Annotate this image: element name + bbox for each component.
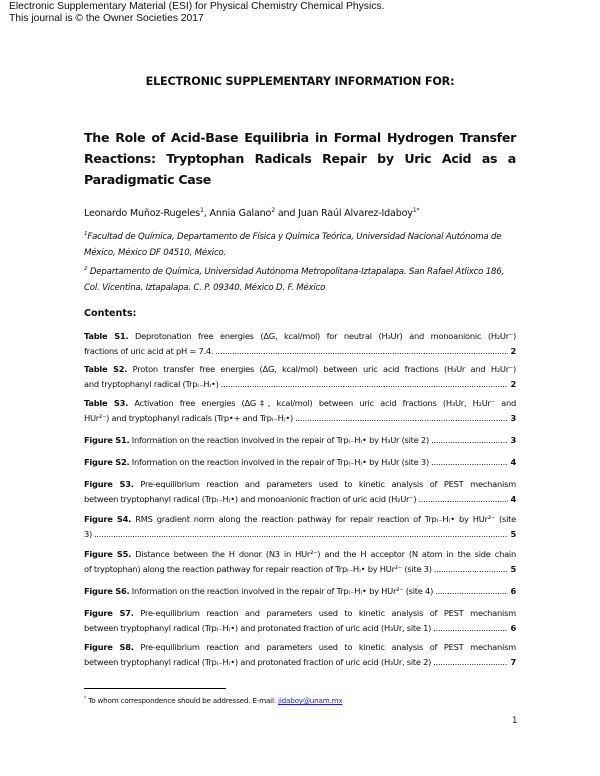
toc-entry-text: between tryptophanyl radical (Trp₍₋H₎•) and protonated fraction of uric acid (H₃Ur, site 2) (84, 657, 432, 667)
toc-entry-label: Table S1. (84, 331, 129, 341)
toc-leader-dots (94, 527, 508, 542)
footnote (84, 696, 342, 705)
email-link[interactable]: jidaboy@unam.mx (278, 696, 343, 705)
toc-entry-label: Figure S2. (84, 457, 130, 467)
affiliation-mark: 1* (412, 206, 420, 214)
toc-leader-dots (433, 655, 508, 670)
paper-title: The Role of Acid-Base Equilibria in Formal Hydrogen Transfer Reactions: Tryptophan Radicals Repair by Uric Acid as a Paradigmatic Case (84, 130, 516, 187)
toc-leader-dots (431, 433, 509, 448)
toc-entry-text: Proton transfer free energies (ΔG, kcal/mol) between uric acid fractions (H₃Ur and H₂Ur⁻) (127, 364, 516, 374)
affiliation-2 (84, 265, 516, 296)
toc-entry[interactable] (84, 329, 516, 359)
toc-page-number: 6 (510, 586, 516, 596)
toc-entry-text (84, 584, 433, 599)
page-number: 1 (512, 716, 518, 726)
toc-entry-text: Pre-equilibrium reaction and parameters used to kinetic analysis of PEST mechanism (133, 608, 516, 618)
affiliation-mark: 2 (84, 266, 88, 273)
footnote-divider (84, 688, 226, 689)
toc-entry-label: Figure S3. (84, 479, 134, 489)
toc-entry-text (84, 433, 429, 448)
journal-header (9, 1, 384, 25)
toc-leader-dots (295, 411, 508, 426)
toc-entry[interactable] (84, 606, 516, 636)
toc-entry[interactable] (84, 640, 516, 670)
toc-page-number: 3 (510, 435, 516, 445)
toc-entry-label: Table S3. (84, 398, 129, 408)
toc-page-number: 5 (510, 564, 516, 574)
toc-entry-line (84, 512, 516, 527)
toc-entry-line (84, 640, 516, 655)
toc-page-number: 3 (510, 413, 516, 423)
toc-entry-desc: Information on the reaction involved in the repair of Trp₍₋H₎• by HUr²⁻ (site 4) (129, 586, 434, 596)
toc-entry[interactable] (84, 512, 516, 542)
toc-entry[interactable] (84, 455, 516, 470)
toc-entry[interactable] (84, 547, 516, 577)
affiliation-mark: 1 (199, 206, 204, 214)
toc-page-number: 6 (510, 623, 516, 633)
author-name: and Juan Raúl Alvarez-Idaboy (274, 208, 413, 219)
toc-entry-desc: Information on the reaction involved in the repair of Trp₍₋H₎• by H₃Ur (site 2) (129, 435, 429, 445)
affiliation-1 (84, 230, 516, 261)
toc-entry-text: of tryptophan) along the reaction pathway for repair reaction of Trp₍₋H₎• by HUr²⁻ (site 3) (84, 564, 432, 574)
footnote-mark: * (84, 696, 87, 702)
toc-entry-desc: Information on the reaction involved in the repair of Trp₍₋H₎• by H₃Ur (site 3) (129, 457, 429, 467)
toc-entry-line (84, 396, 516, 411)
toc-leader-dots (221, 377, 509, 392)
toc-leader-dots (431, 455, 509, 470)
toc-entry-text (84, 455, 429, 470)
journal-header-line2: This journal is © the Owner Societies 2017 (9, 13, 204, 24)
affiliation-mark: 1 (84, 231, 88, 238)
toc-entry-text: Distance between the H donor (N3 in HUr²⁻) and the H acceptor (N atom in the side chain (131, 549, 516, 559)
toc-entry-text: HUr²⁻) and tryptophanyl radicals (Trp•+ and Trp₍₋H₎•) (84, 413, 294, 423)
affiliation-text: Departamento de Química, Universidad Autónoma Metropolitana-Iztapalapa. San Rafael Atlixco 186, Col. Vicentina. Iztapalapa. C. P. 09340. México D. F. México (84, 267, 505, 293)
author-name: Leonardo Muñoz-Rugeles (84, 208, 200, 219)
toc-page-number: 7 (510, 657, 516, 667)
toc-page-number: 4 (510, 457, 516, 467)
affiliation-mark: 2 (271, 206, 275, 214)
toc-leader-dots (215, 344, 508, 359)
toc-entry-text: between tryptophanyl radical (Trp₍₋H₎•) and monoanionic fraction of uric acid (H₂Ur⁻) (84, 494, 417, 504)
toc-entry-label: Figure S5. (84, 549, 132, 559)
toc-leader-dots (434, 562, 509, 577)
toc-entry-text: Pre-equilibrium reaction and parameters used to kinetic analysis of PEST mechanism (133, 642, 516, 652)
toc-leader-dots (418, 492, 508, 507)
toc-entry[interactable] (84, 362, 516, 392)
toc-entry[interactable] (84, 477, 516, 507)
toc-leader-dots (433, 621, 508, 636)
toc-entry[interactable] (84, 584, 516, 599)
toc-entry-line (84, 477, 516, 492)
toc-entry-line (84, 362, 516, 377)
affiliation-text: Facultad de Química, Departamento de Física y Química Teórica, Universidad Nacional Autónoma de México, México DF 04510, México. (84, 232, 502, 258)
toc-entry-text: between tryptophanyl radical (Trp₍₋H₎•) and protonated fraction of uric acid (H₃Ur, site 1) (84, 623, 432, 633)
toc-entry-label: Table S2. (84, 364, 128, 374)
toc-entry-text: Deprotonation free energies (ΔG, kcal/mol) for neutral (H₃Ur) and monoanionic (H₂Ur⁻) (128, 331, 517, 341)
toc-entry-label: Figure S7. (84, 608, 134, 618)
toc-entry[interactable] (84, 396, 516, 426)
esi-heading: ELECTRONIC SUPPLEMENTARY INFORMATION FOR: (145, 75, 455, 88)
toc-entry-label: Figure S8. (84, 642, 134, 652)
author-name: , Annia Galano (203, 208, 272, 219)
toc-page-number: 5 (510, 529, 516, 539)
toc-entry-label: Figure S4. (84, 514, 132, 524)
toc-entry-line (84, 606, 516, 621)
toc-entry-label: Figure S6. (84, 586, 130, 596)
footnote-text: To whom correspondence should be addressed. E-mail: (86, 696, 279, 705)
contents-heading: Contents: (84, 308, 137, 319)
toc-entry-text: RMS gradient norm along the reaction pathway for repair reaction of Trp₍₋H₎• by HUr²⁻ (site (131, 514, 516, 524)
toc-page-number: 4 (510, 494, 516, 504)
toc-entry[interactable] (84, 433, 516, 448)
author-list (84, 208, 419, 219)
journal-header-line1: Electronic Supplementary Material (ESI) for Physical Chemistry Chemical Physics. (9, 1, 385, 12)
toc-entry-text: and tryptophanyl radical (Trp₍₋H₎•) (84, 379, 219, 389)
toc-entry-text: 3) (84, 529, 93, 539)
toc-entry-text: fractions of uric acid at pH = 7.4. (84, 346, 214, 356)
toc-page-number: 2 (510, 346, 516, 356)
toc-entry-line (84, 329, 516, 344)
toc-page-number: 2 (510, 379, 516, 389)
toc-entry-text: Pre-equilibrium reaction and parameters used to kinetic analysis of PEST mechanism (133, 479, 516, 489)
toc-leader-dots (435, 584, 508, 599)
toc-entry-label: Figure S1. (84, 435, 130, 445)
toc-entry-line (84, 547, 516, 562)
toc-entry-text: Activation free energies (ΔG‡, kcal/mol) between uric acid fractions (H₃Ur, H₂Ur⁻ and (128, 398, 516, 408)
